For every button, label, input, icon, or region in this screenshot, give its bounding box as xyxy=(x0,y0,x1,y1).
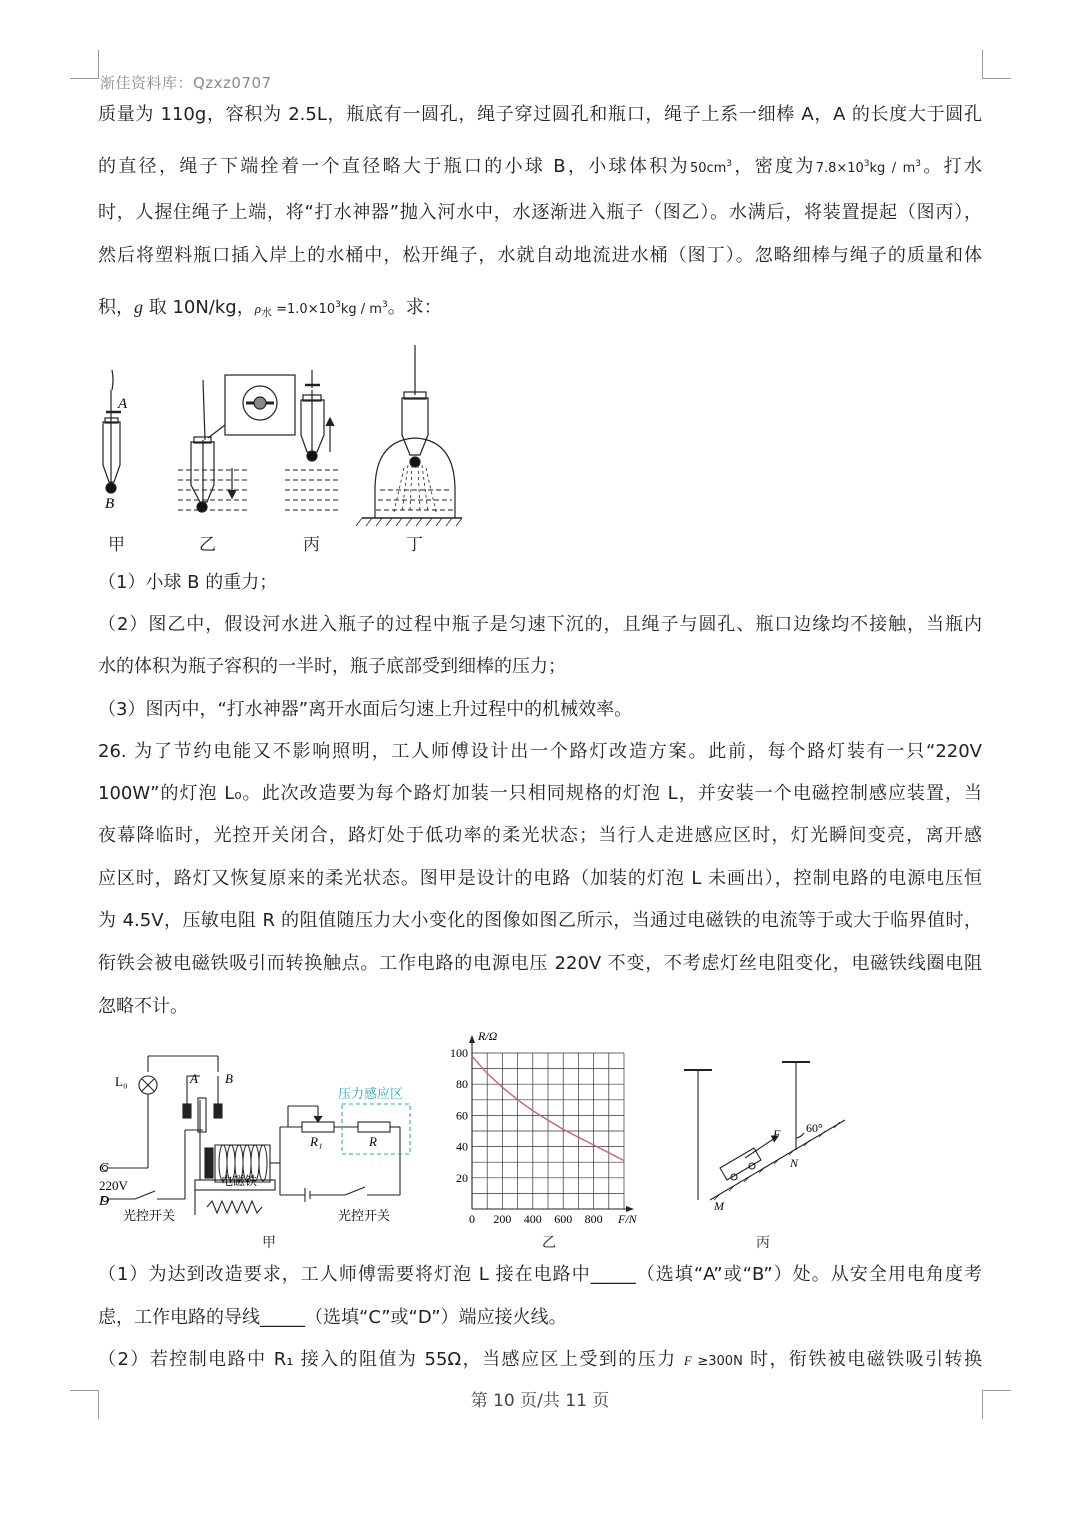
label-l0: L₀ xyxy=(115,1074,128,1089)
label-c: C xyxy=(99,1161,109,1176)
circuit-diagram xyxy=(95,1040,425,1230)
resistance-force-chart xyxy=(440,1025,650,1230)
crop-mark-top-right xyxy=(982,50,1011,79)
label-point-n: N xyxy=(790,1156,799,1170)
q26-line-7: 忽略不计。 xyxy=(98,996,188,1017)
chart-grid xyxy=(450,1035,634,1226)
y-tick-label: 80 xyxy=(456,1077,468,1092)
watermark: 渐佳资料库：Qzxz0707 xyxy=(100,74,272,92)
q25-sub-2b: 水的体积为瓶子容积的一半时，瓶子底部受到细棒的压力； xyxy=(98,656,566,677)
x-tick-label: 0 xyxy=(469,1212,475,1226)
q25-line-5: 积，g 取 10N/kg，$\rho_水 =1.0\times 10^3kg / m^3$。求： xyxy=(98,297,442,319)
crop-mark-top-left xyxy=(70,50,99,79)
q26-line-2: 100W”的灯泡 L₀。此次改造要为每个路灯加装一只相同规格的灯泡 L，并安装一个电磁控制感应装置，当 xyxy=(98,783,982,804)
label-220v: 220V xyxy=(99,1178,128,1193)
q26-sub-1a: （1）为达到改造要求，工人师傅需要将灯泡 L 接在电路中_____（选填“A”或“B”）处。从安全用电角度考 xyxy=(98,1264,982,1285)
label-switch-right: 光控开关 xyxy=(338,1208,391,1223)
q26-line-6: 衔铁会被电磁铁吸引而转换触点。工作电路的电源电压 220V 不变，不考虑灯丝电阻变化，电磁铁线圈电阻 xyxy=(98,953,982,974)
y-tick-label: 20 xyxy=(456,1170,468,1185)
label-circuit-a: A xyxy=(190,1071,198,1086)
x-tick-label: 800 xyxy=(584,1212,603,1226)
fig-label-yi: 乙 xyxy=(199,535,216,554)
label-r1: R₁ xyxy=(310,1134,323,1149)
q25-sub-1: （1）小球 B 的重力； xyxy=(98,572,278,593)
q26-line-3: 夜幕降临时，光控开关闭合，路灯处于低功率的柔光状态；当行人走进感应区时，灯光瞬间变亮，离开感 xyxy=(98,825,982,846)
q25-sub-2a: （2）图乙中，假设河水进入瓶子的过程中瓶子是匀速下沉的，且绳子与圆孔、瓶口边缘均不接触，当瓶内 xyxy=(98,614,982,635)
page-footer: 第 10 页/共 11 页 xyxy=(470,1391,610,1411)
q25-line-1: 质量为 110g，容积为 2.5L，瓶底有一圆孔，绳子穿过圆孔和瓶口，绳子上系一细棒 A，A 的长度大于圆孔 xyxy=(98,104,982,125)
label-force-f: F xyxy=(773,1127,781,1141)
label-r: R xyxy=(369,1134,377,1149)
fig-label-chart: 乙 xyxy=(542,1236,556,1251)
label-electromagnet: 电磁铁 xyxy=(221,1174,258,1188)
q25-line-4: 然后将塑料瓶口插入岸上的水桶中，松开绳子，水就自动地流进水桶（图丁）。忽略细棒与绳子的质量和体 xyxy=(98,245,982,266)
label-b: B xyxy=(105,496,115,512)
q26-line-1: 26. 为了节约电能又不影响照明，工人师傅设计出一个路灯改造方案。此前，每个路灯装有一只“220V xyxy=(98,741,982,762)
fig-label-jia: 甲 xyxy=(108,535,125,554)
chart-y-axis-label: R/Ω xyxy=(478,1029,498,1043)
q26-sub-1b: 虑，工作电路的导线_____（选填“C”或“D”）端应接火线。 xyxy=(98,1307,567,1328)
q26-sub-2: （2）若控制电路中 R₁ 接入的阻值为 55Ω，当感应区上受到的压力 F ≥300N 时，衔铁被电磁铁吸引转换 xyxy=(98,1349,982,1370)
water-bottle-figures xyxy=(90,340,470,530)
q25-line-2: 的直径，绳子下端拴着一个直径略大于瓶口的小球 B，小球体积为$50cm^3$，密度为$7.8\times 10^3kg / m^3$。打水 xyxy=(98,156,983,177)
y-tick-label: 40 xyxy=(456,1139,468,1154)
x-tick-label: 600 xyxy=(554,1212,573,1226)
q25-line-3: 时，人握住绳子上端，将“打水神器”抛入河水中，水逐渐进入瓶子（图乙）。水满后，将装置提起（图丙）， xyxy=(98,202,982,223)
fig-label-circuit: 甲 xyxy=(262,1236,276,1251)
label-switch-left: 光控开关 xyxy=(123,1208,176,1223)
y-axis-arrow xyxy=(469,1035,475,1043)
x-tick-label: 400 xyxy=(523,1212,542,1226)
q26-line-4: 应区时，路灯又恢复原来的柔光状态。图甲是设计的电路（加装的灯泡 L 未画出），控制电路的电源电压恒 xyxy=(98,868,982,889)
q25-sub-3: （3）图丙中，“打水神器”离开水面后匀速上升过程中的机械效率。 xyxy=(98,699,633,720)
label-pressure-zone: 压力感应区 xyxy=(338,1086,404,1101)
fig-label-incline: 丙 xyxy=(756,1236,770,1251)
y-tick-label: 60 xyxy=(456,1108,468,1123)
x-tick-label: 200 xyxy=(493,1212,512,1226)
y-tick-label: 100 xyxy=(450,1046,468,1060)
label-d: D xyxy=(99,1194,110,1209)
fig-label-bing: 丙 xyxy=(303,535,320,554)
q26-line-5: 为 4.5V，压敏电阻 R 的阻值随压力大小变化的图像如图乙所示，当通过电磁铁的电流等于或大于临界值时， xyxy=(98,910,982,931)
label-circuit-b: B xyxy=(225,1071,233,1086)
label-a: A xyxy=(118,396,128,412)
chart-x-axis-label: F/N xyxy=(618,1212,637,1226)
label-point-m: M xyxy=(714,1199,724,1213)
label-angle: 60° xyxy=(806,1121,823,1135)
inclined-plane-figure xyxy=(670,1050,870,1225)
fig-label-ding: 丁 xyxy=(406,535,423,554)
